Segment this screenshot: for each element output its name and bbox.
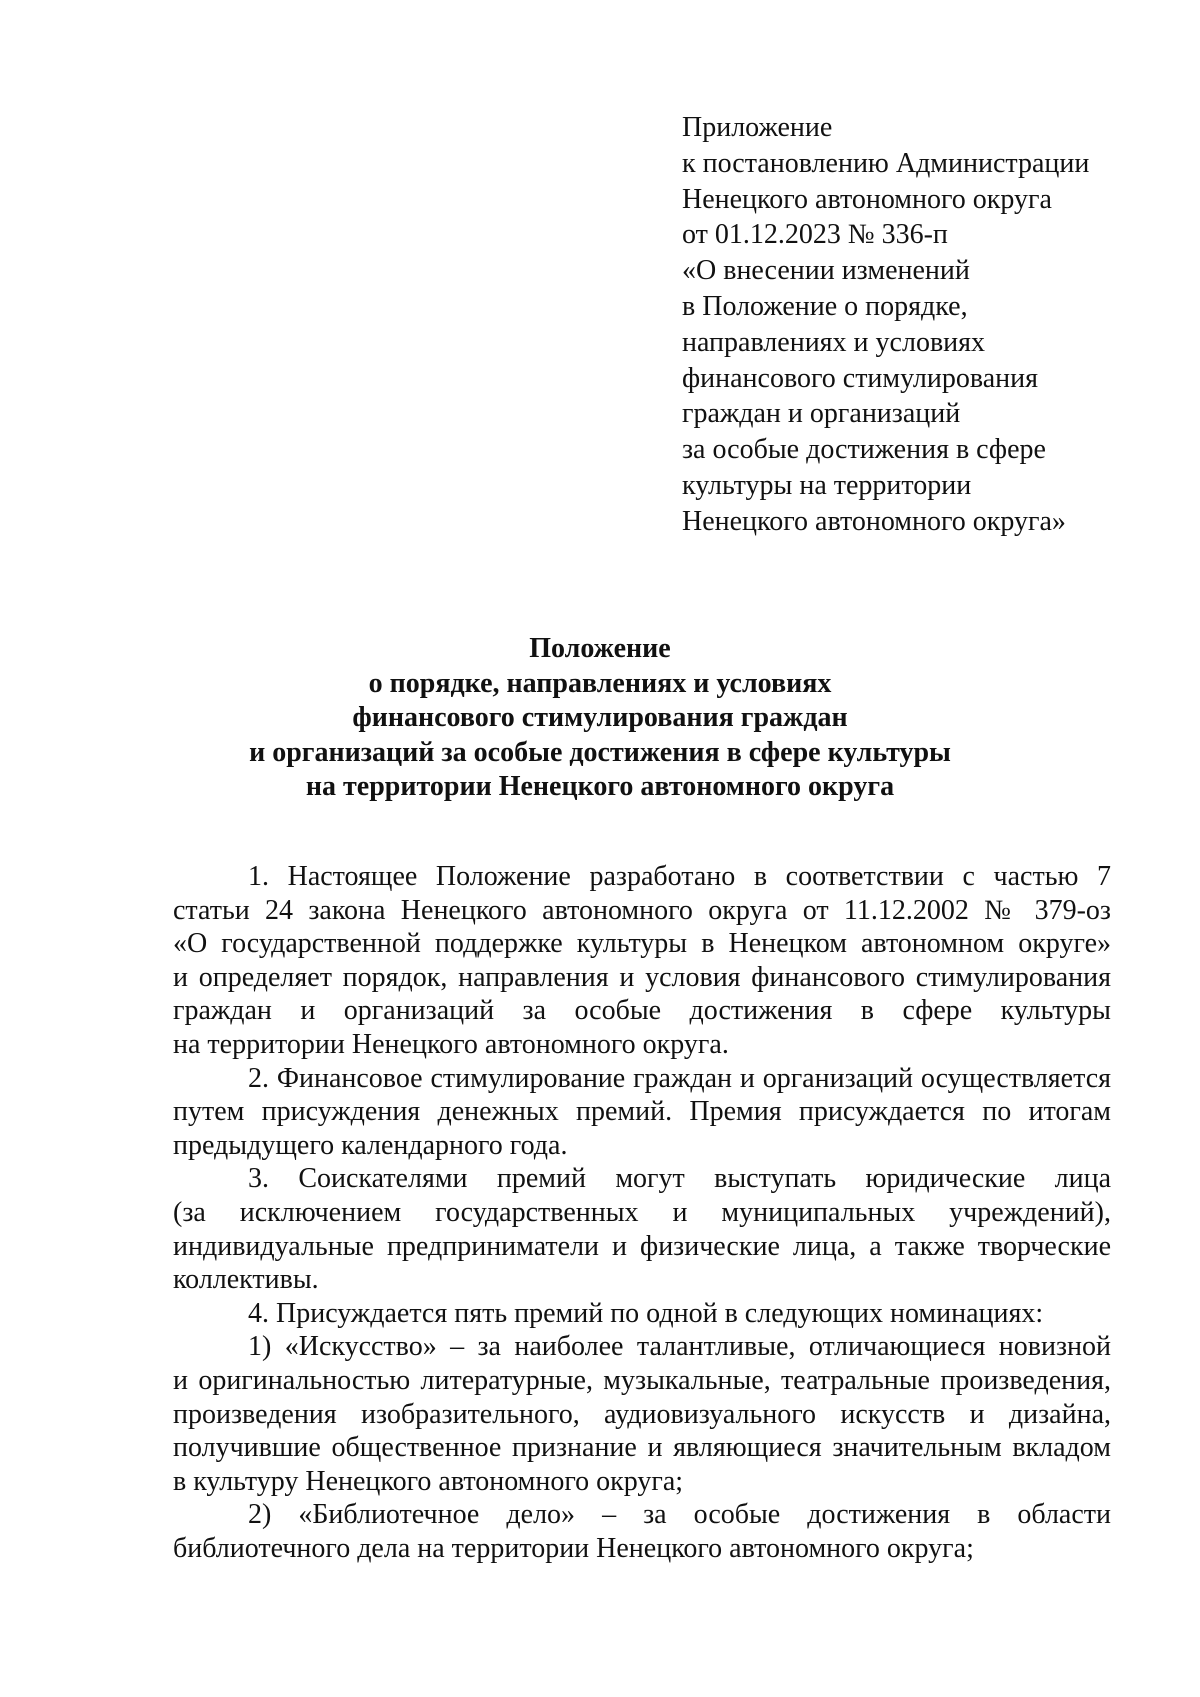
- body-line: статьи 24 закона Ненецкого автономного округа от 11.12.2002 № 379-оз: [173, 894, 1111, 926]
- body-line: индивидуальные предприниматели и физические лица, а также творческие: [173, 1230, 1111, 1262]
- body-line: (за исключением государственных и муниципальных учреждений),: [173, 1196, 1111, 1228]
- title-line: о порядке, направлениях и условиях: [368, 667, 832, 699]
- title-line: и организаций за особые достижения в сфере культуры: [249, 736, 951, 768]
- appendix-line: Ненецкого автономного округа»: [682, 505, 1066, 537]
- body-line: и определяет порядок, направления и условия финансового стимулирования: [173, 961, 1111, 993]
- title-line: Положение: [529, 633, 671, 664]
- body-line: путем присуждения денежных премий. Премия присуждается по итогам: [173, 1096, 1111, 1128]
- appendix-line: Ненецкого автономного округа: [682, 183, 1052, 215]
- appendix-line: культуры на территории: [682, 469, 972, 501]
- appendix-line: Приложение: [682, 112, 833, 143]
- body-line: на территории Ненецкого автономного округа.: [173, 1028, 729, 1060]
- paragraph-2: [173, 1062, 1111, 1163]
- document-body: [173, 860, 1111, 1565]
- appendix-line: от 01.12.2023 № 336-п: [682, 219, 948, 251]
- title-line: финансового стимулирования граждан: [352, 702, 848, 734]
- body-line: получившие общественное признание и являющиеся значительным вкладом: [173, 1432, 1111, 1464]
- body-line: предыдущего календарного года.: [173, 1129, 568, 1161]
- body-line: коллективы.: [173, 1264, 319, 1296]
- paragraph-1: [173, 860, 1111, 1062]
- paragraph-6: [173, 1498, 1111, 1565]
- paragraph-3: [173, 1162, 1111, 1296]
- body-line: произведения изобразительного, аудиовизуального искусств и дизайна,: [173, 1398, 1111, 1430]
- body-line: 4. Присуждается пять премий по одной в следующих номинациях:: [248, 1297, 1044, 1329]
- body-line: 2. Финансовое стимулирование граждан и организаций осуществляется: [248, 1062, 1111, 1094]
- appendix-line: финансового стимулирования: [682, 362, 1038, 394]
- body-line: граждан и организаций за особые достижения в сфере культуры: [173, 995, 1111, 1027]
- appendix-line: граждан и организаций: [682, 398, 961, 430]
- appendix-line: направлениях и условиях: [682, 326, 986, 358]
- appendix-line: к постановлению Администрации: [682, 147, 1090, 179]
- document-title: [150, 632, 1050, 805]
- body-line: 3. Соискателями премий могут выступать юридические лица: [248, 1163, 1111, 1195]
- appendix-line: «О внесении изменений: [682, 255, 970, 287]
- body-line: 1) «Искусство» – за наиболее талантливые, отличающиеся новизной: [248, 1331, 1111, 1363]
- body-line: библиотечного дела на территории Ненецкого автономного округа;: [173, 1532, 974, 1564]
- appendix-header: [682, 110, 1152, 540]
- appendix-line: за особые достижения в сфере: [682, 434, 1046, 466]
- appendix-line: в Положение о порядке,: [682, 290, 968, 322]
- body-line: «О государственной поддержке культуры в Ненецком автономном округе»: [173, 928, 1111, 960]
- paragraph-4: [173, 1297, 1111, 1331]
- body-line: 1. Настоящее Положение разработано в соответствии с частью 7: [248, 861, 1111, 892]
- body-line: в культуру Ненецкого автономного округа;: [173, 1465, 684, 1497]
- paragraph-5: [173, 1330, 1111, 1498]
- title-line: на территории Ненецкого автономного округа: [305, 771, 895, 803]
- body-line: 2) «Библиотечное дело» – за особые достижения в области: [248, 1499, 1111, 1531]
- body-line: и оригинальностью литературные, музыкальные, театральные произведения,: [173, 1364, 1111, 1396]
